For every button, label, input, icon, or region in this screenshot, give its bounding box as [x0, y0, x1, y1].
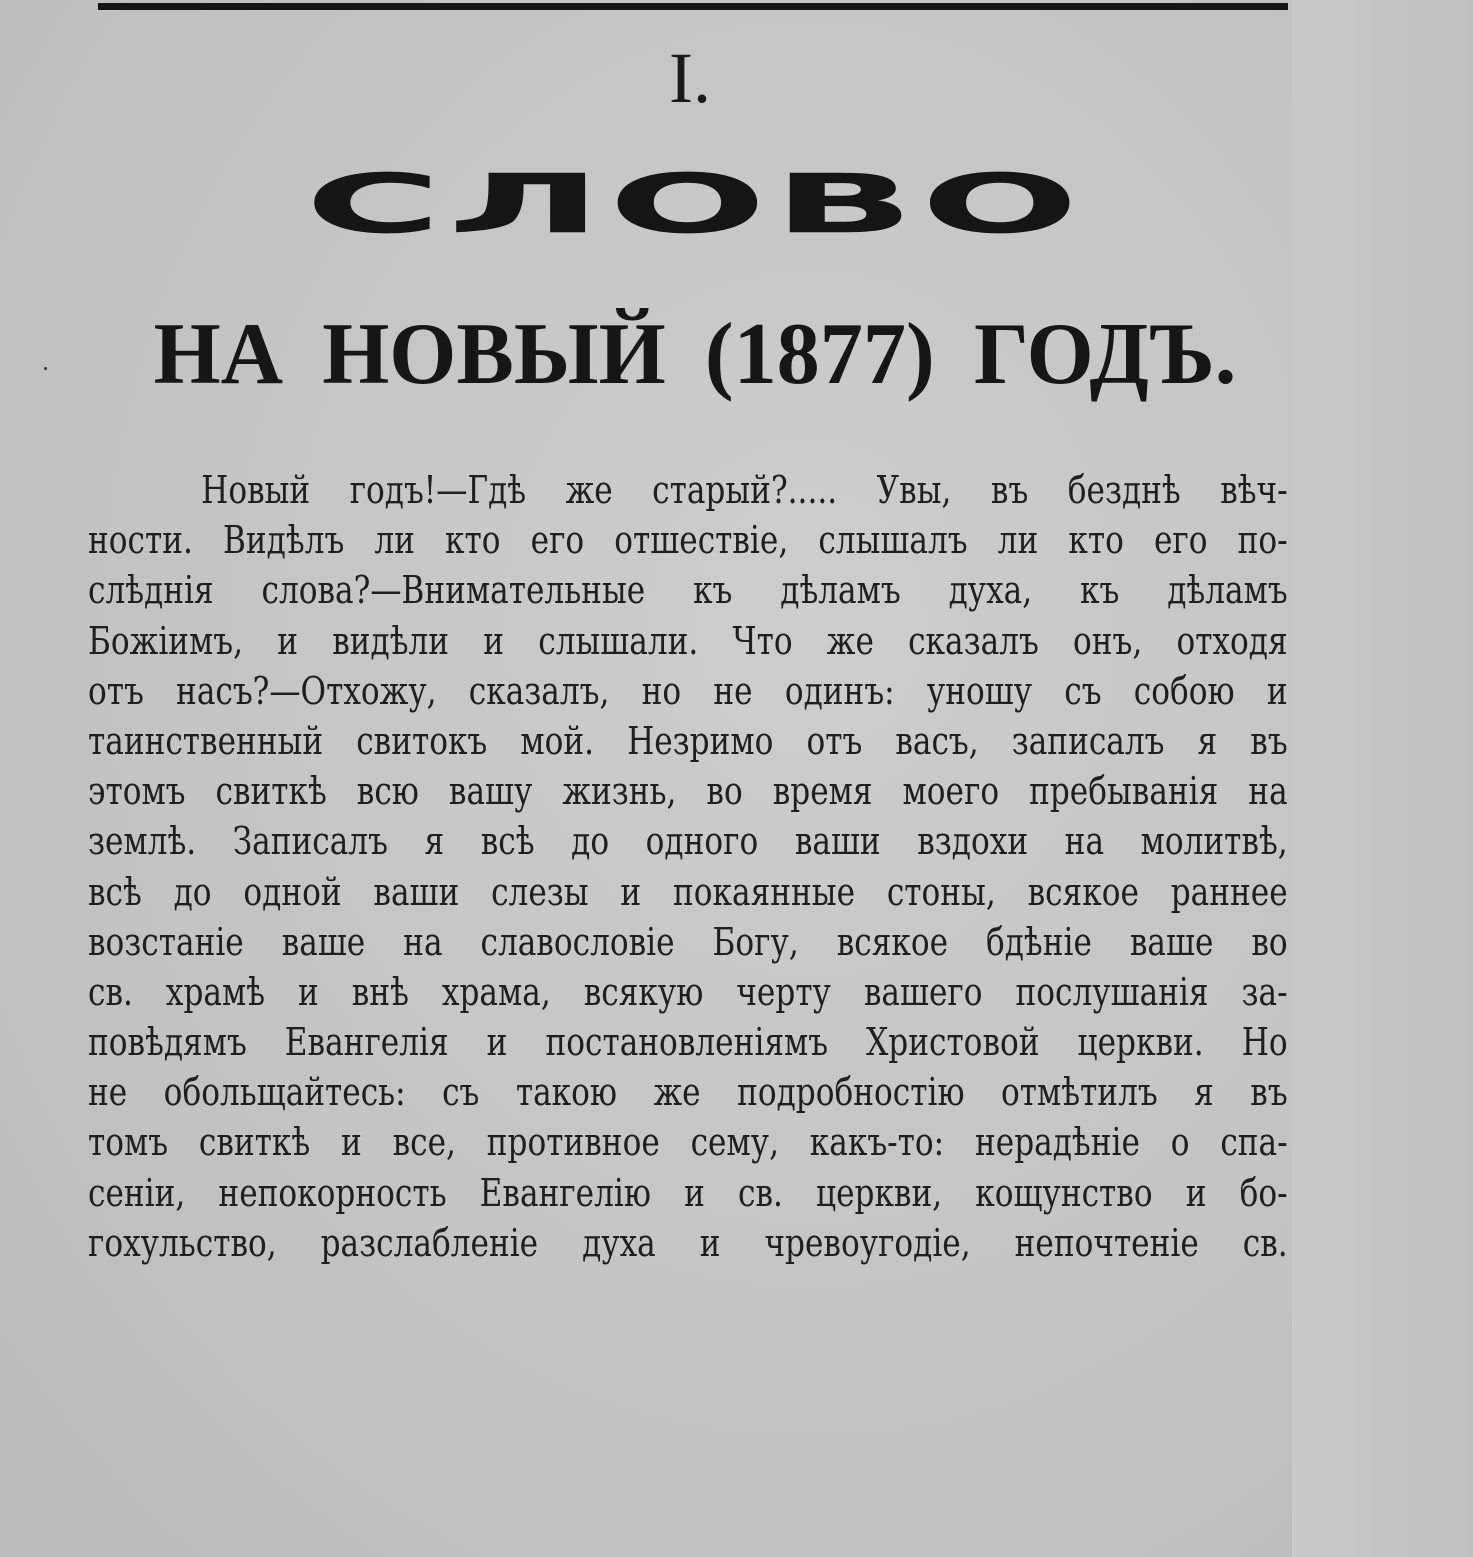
body-line: св. храмѣ и внѣ храма, всякую черту вашего послушанія за-: [88, 969, 1288, 1014]
body-line: сеніи, непокорность Евангелію и св. церкви, кощунство и бо-: [88, 1170, 1288, 1215]
body-line: не обольщайтесь: съ такою же подробностію отмѣтилъ я въ: [88, 1070, 1288, 1115]
body-line: таинственный свитокъ мой. Незримо отъ васъ, записалъ я въ: [88, 718, 1288, 763]
body-line: Божіимъ, и видѣли и слышали. Что же сказалъ онъ, отходя: [88, 618, 1288, 663]
body-line: ности. Видѣлъ ли кто его отшествіе, слышалъ ли кто его по-: [88, 518, 1288, 563]
body-line: томъ свиткѣ и все, противное сему, какъ-то: нерадѣніе о спа-: [88, 1120, 1288, 1165]
body-line: гохульство, разслабленіе духа и чревоугодіе, непочтеніе св.: [88, 1220, 1288, 1265]
body-line: повѣдямъ Евангелія и постановленіямъ Христовой церкви. Но: [88, 1020, 1288, 1065]
body-line: всѣ до одной ваши слезы и покаянные стоны, всякое раннее: [88, 869, 1288, 914]
body-line: Новый годъ!—Гдѣ же старый?..... Увы, въ безднѣ вѣч-: [201, 468, 1288, 512]
subtitle: НА НОВЫЙ (1877) ГОДЪ.: [153, 306, 1237, 403]
body-line: слѣднія слова?—Внимательные къ дѣламъ духа, къ дѣламъ: [88, 568, 1288, 613]
body-line: отъ насъ?—Отхожу, сказалъ, но не одинъ: уношу съ собою и: [88, 668, 1288, 713]
body-line: землѣ. Записалъ я всѣ до одного ваши вздохи на молитвѣ,: [88, 819, 1288, 864]
top-rule: [98, 3, 1288, 10]
section-number: I.: [669, 38, 711, 118]
title: СЛОВО: [304, 157, 1085, 252]
body-line: возстаніе ваше на славословіе Богу, всякое бдѣніе ваше во: [88, 919, 1288, 964]
body-text: [88, 465, 1288, 1268]
body-line: этомъ свиткѣ всю вашу жизнь, во время моего пребыванія на: [88, 769, 1288, 814]
